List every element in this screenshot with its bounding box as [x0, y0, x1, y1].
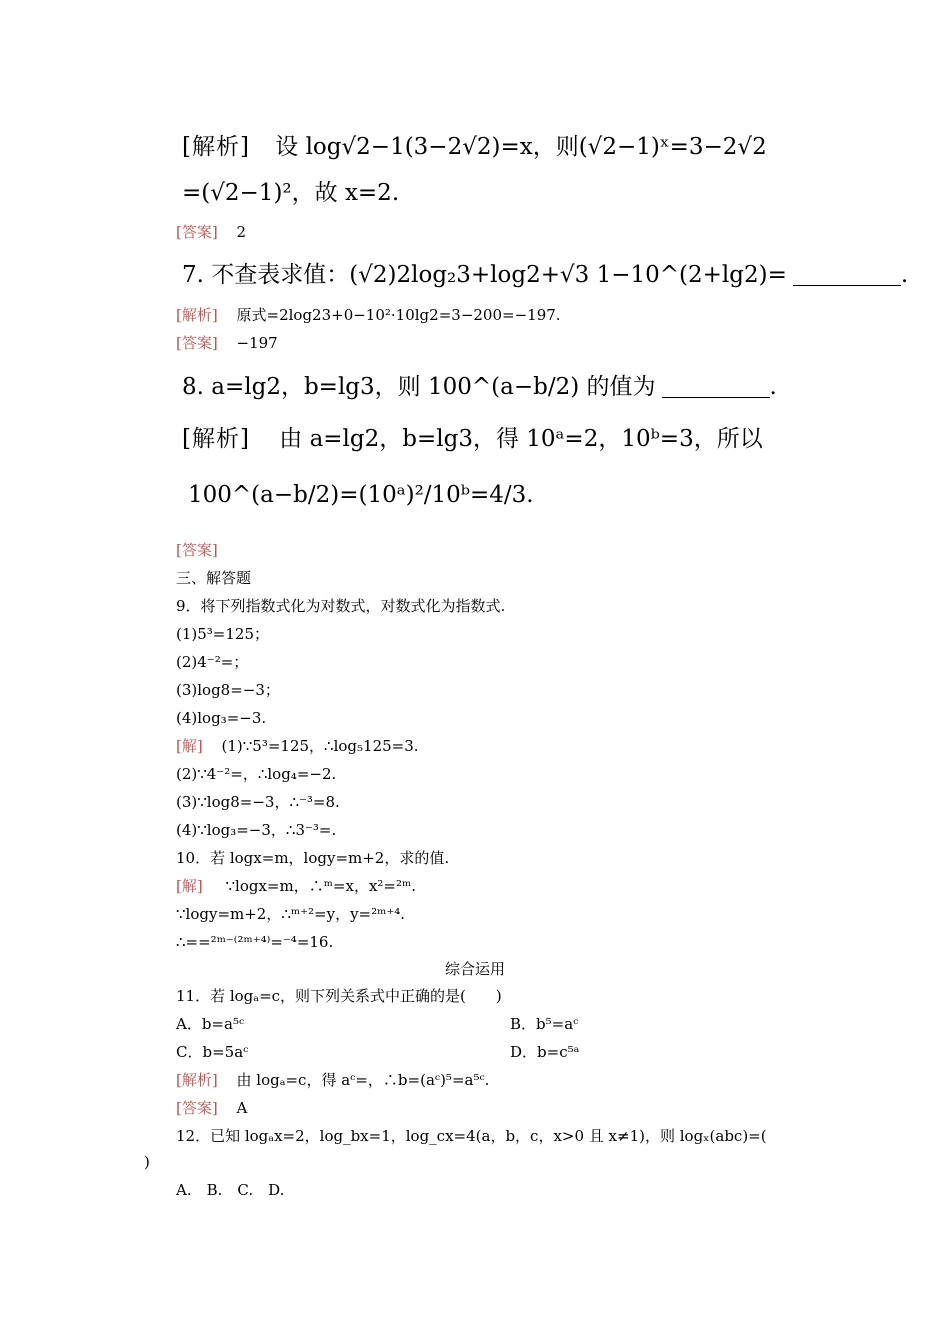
q9-item-2: (2)4⁻²=；: [176, 653, 249, 671]
q9-solution-text-1: (1)∵5³=125，∴log₅125=3.: [221, 737, 419, 755]
q9-question: 9．将下列指数式化为对数式，对数式化为指数式.: [176, 597, 506, 615]
q8-analysis-text-2: 100^(a−b/2)=(10ᵃ)²/10ᵇ=4/3.: [188, 482, 534, 508]
q6-answer-tag: [答案]: [176, 223, 218, 241]
q12-question: 12．已知 logₐx=2，log_bx=1，log_cx=4(a，b，c，x>0 且 x≠1)，则 logₓ(abc)=(: [176, 1127, 767, 1145]
q7-question-text: 7. 不查表求值：(√2)2log₂3+log2+√3 1−10^(2+lg2)=: [182, 262, 787, 288]
q7-question: 7. 不查表求值：(√2)2log₂3+log2+√3 1−10^(2+lg2)= .: [182, 262, 909, 288]
q7-analysis-line: [176, 305, 561, 325]
q10-question: 10．若 logx=m，logy=m+2，求的值.: [176, 849, 450, 867]
q8-question-text: 8. a=lg2，b=lg3，则 100^(a−b/2) 的值为: [182, 374, 656, 400]
q6-analysis-tag: [解析]: [182, 134, 250, 160]
q11-option-a: A．b=a⁵ᶜ: [176, 1015, 245, 1033]
q6-answer: 2: [236, 223, 247, 241]
q11-analysis-line: [176, 1070, 489, 1090]
q7-analysis: 原式=2log23+0−10²·10lg2=3−200=−197.: [236, 306, 561, 324]
q12-options: A. B. C. D.: [176, 1181, 285, 1199]
q9-solution-tag: [解]: [176, 737, 203, 755]
section-title-zonghe: 综合运用: [444, 960, 505, 978]
q11-option-c: C．b=5aᶜ: [176, 1043, 249, 1061]
q8-analysis-line2: [188, 480, 534, 510]
q10-solution-3: ∴==²ᵐ⁻⁽²ᵐ⁺⁴⁾=⁻⁴=16.: [176, 933, 334, 951]
q7-answer: −197: [236, 334, 278, 352]
q11-analysis: 由 logₐ=c，得 aᶜ=，∴b=(aᶜ)⁵=a⁵ᶜ.: [236, 1071, 490, 1089]
q8-analysis-text-1: 由 a=lg2，b=lg3，得 10ᵃ=2，10ᵇ=3，所以: [279, 426, 763, 452]
q11-options-row-1: [176, 1014, 776, 1034]
q6-analysis-text-2: =(√2−1)²，故 x=2.: [182, 180, 400, 206]
q8-answer-line: [176, 540, 218, 560]
q6-analysis-line2: [182, 178, 399, 208]
q9-solution-3: (3)∵log8=−3，∴⁻³=8.: [176, 793, 340, 811]
q11-answer: A: [236, 1099, 248, 1117]
q10-solution-text-1: ∵logx=m，∴ᵐ=x，x²=²ᵐ.: [225, 877, 416, 895]
q11-answer-tag: [答案]: [176, 1099, 218, 1117]
q9-solution-2: (2)∵4⁻²=，∴log₄=−2.: [176, 765, 337, 783]
q10-solution-tag: [解]: [176, 877, 203, 895]
q7-answer-blank: [793, 263, 901, 286]
q9-solution-1: [176, 736, 419, 756]
q11-question: 11．若 logₐ=c，则下列关系式中正确的是( ): [176, 987, 502, 1005]
q9-item-1: (1)5³=125；: [176, 625, 270, 643]
q11-analysis-tag: [解析]: [176, 1071, 218, 1089]
q8-analysis-tag: [解析]: [182, 426, 250, 452]
q11-option-b: B．b⁵=aᶜ: [510, 1015, 579, 1033]
q9-item-4: (4)log₃=−3.: [176, 709, 267, 727]
q10-solution-2: ∵logy=m+2，∴ᵐ⁺²=y，y=²ᵐ⁺⁴.: [176, 905, 406, 923]
section-3-heading: 三、解答题: [176, 569, 252, 587]
q6-answer-line: [176, 222, 246, 242]
q6-analysis-line1: [182, 132, 767, 162]
q7-analysis-tag: [解析]: [176, 306, 218, 324]
q12-question-tail: ): [144, 1153, 150, 1171]
q8-answer-tag: [答案]: [176, 541, 218, 559]
q8-question: 8. a=lg2，b=lg3，则 100^(a−b/2) 的值为 .: [182, 374, 777, 400]
q8-analysis-line1: [182, 424, 763, 454]
q9-solution-4: (4)∵log₃=−3，∴3⁻³=.: [176, 821, 337, 839]
q8-answer-blank: [662, 375, 770, 398]
q11-answer-line: [176, 1098, 247, 1118]
q9-item-3: (3)log8=−3；: [176, 681, 280, 699]
q10-solution-1: [176, 876, 416, 896]
q7-answer-tag: [答案]: [176, 334, 218, 352]
q6-analysis-text-1: 设 log√2−1(3−2√2)=x，则(√2−1)ˣ=3−2√2: [275, 134, 767, 160]
q11-options-row-2: [176, 1042, 776, 1062]
q11-option-d: D．b=c⁵ᵃ: [510, 1043, 580, 1061]
q7-answer-line: [176, 333, 278, 353]
